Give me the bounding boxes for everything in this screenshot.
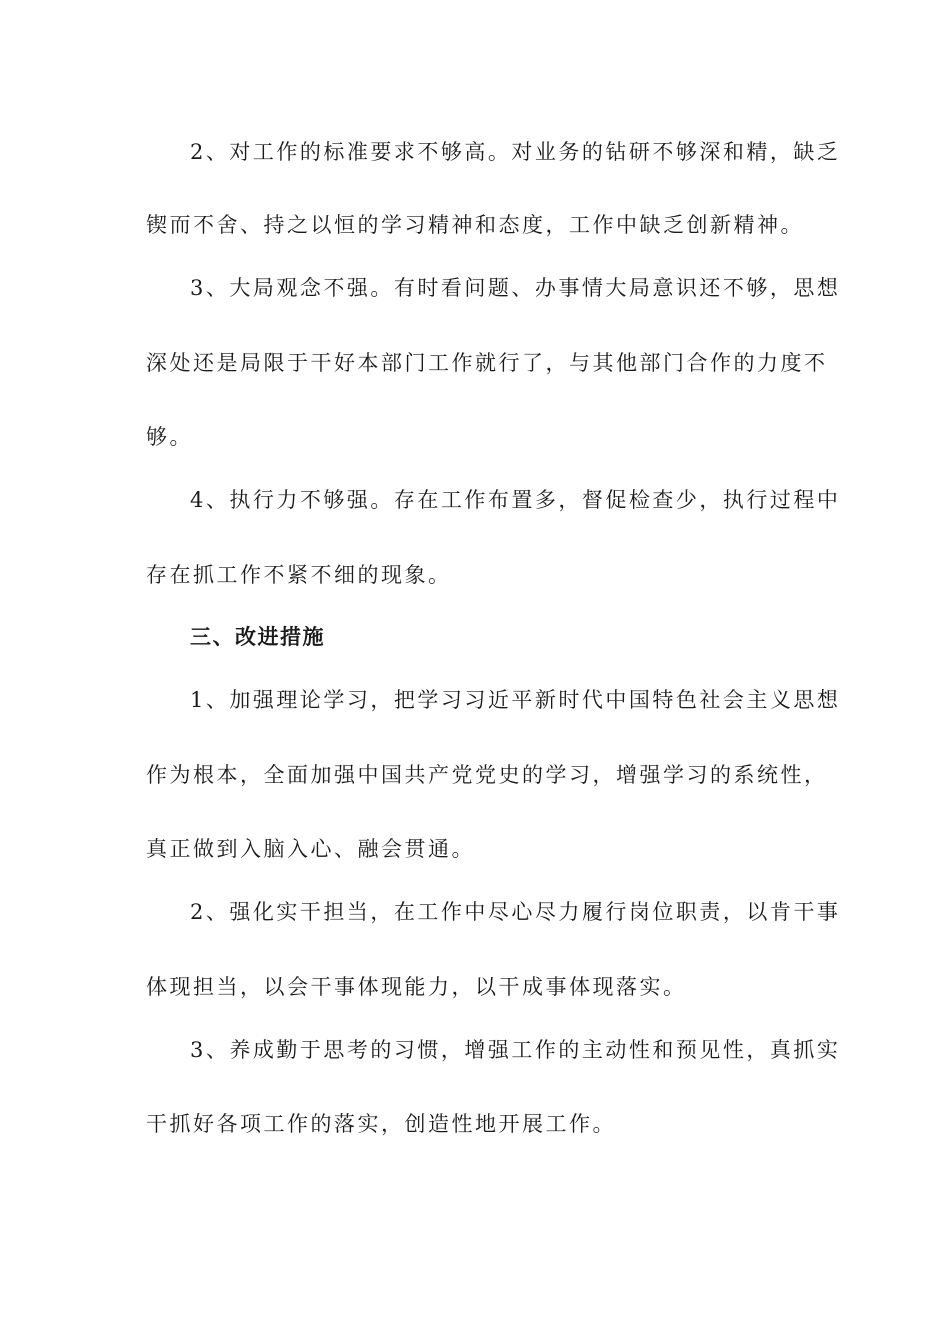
paragraph-4-line-1: 4、执行力不够强。存在工作布置多，督促检查少，执行过程中 bbox=[190, 488, 841, 512]
measure-1-line-3: 真正做到入脑入心、融会贯通。 bbox=[146, 837, 475, 861]
measure-2-line-2: 体现担当，以会干事体现能力，以干成事体现落实。 bbox=[146, 975, 687, 999]
paragraph-3-line-2: 深处还是局限于干好本部门工作就行了，与其他部门合作的力度不 bbox=[146, 351, 828, 375]
measure-1-line-2: 作为根本，全面加强中国共产党党史的学习，增强学习的系统性， bbox=[146, 763, 828, 787]
measure-3-line-2: 干抓好各项工作的落实，创造性地开展工作。 bbox=[146, 1112, 616, 1136]
paragraph-2-line-1: 2、对工作的标准要求不够高。对业务的钻研不够深和精，缺乏 bbox=[190, 140, 841, 164]
measure-1-line-1: 1、加强理论学习，把学习习近平新时代中国特色社会主义思想 bbox=[190, 688, 841, 712]
measure-3-line-1: 3、养成勤于思考的习惯，增强工作的主动性和预见性，真抓实 bbox=[190, 1038, 841, 1062]
paragraph-3-line-1: 3、大局观念不强。有时看问题、办事情大局意识还不够，思想 bbox=[190, 276, 841, 300]
paragraph-3-line-3: 够。 bbox=[146, 425, 193, 449]
measure-2-line-1: 2、强化实干担当，在工作中尽心尽力履行岗位职责，以肯干事 bbox=[190, 900, 841, 924]
section-heading: 三、改进措施 bbox=[190, 624, 325, 649]
paragraph-2-line-2: 锲而不舍、持之以恒的学习精神和态度，工作中缺乏创新精神。 bbox=[146, 213, 804, 237]
paragraph-4-line-2: 存在抓工作不紧不细的现象。 bbox=[146, 563, 452, 587]
